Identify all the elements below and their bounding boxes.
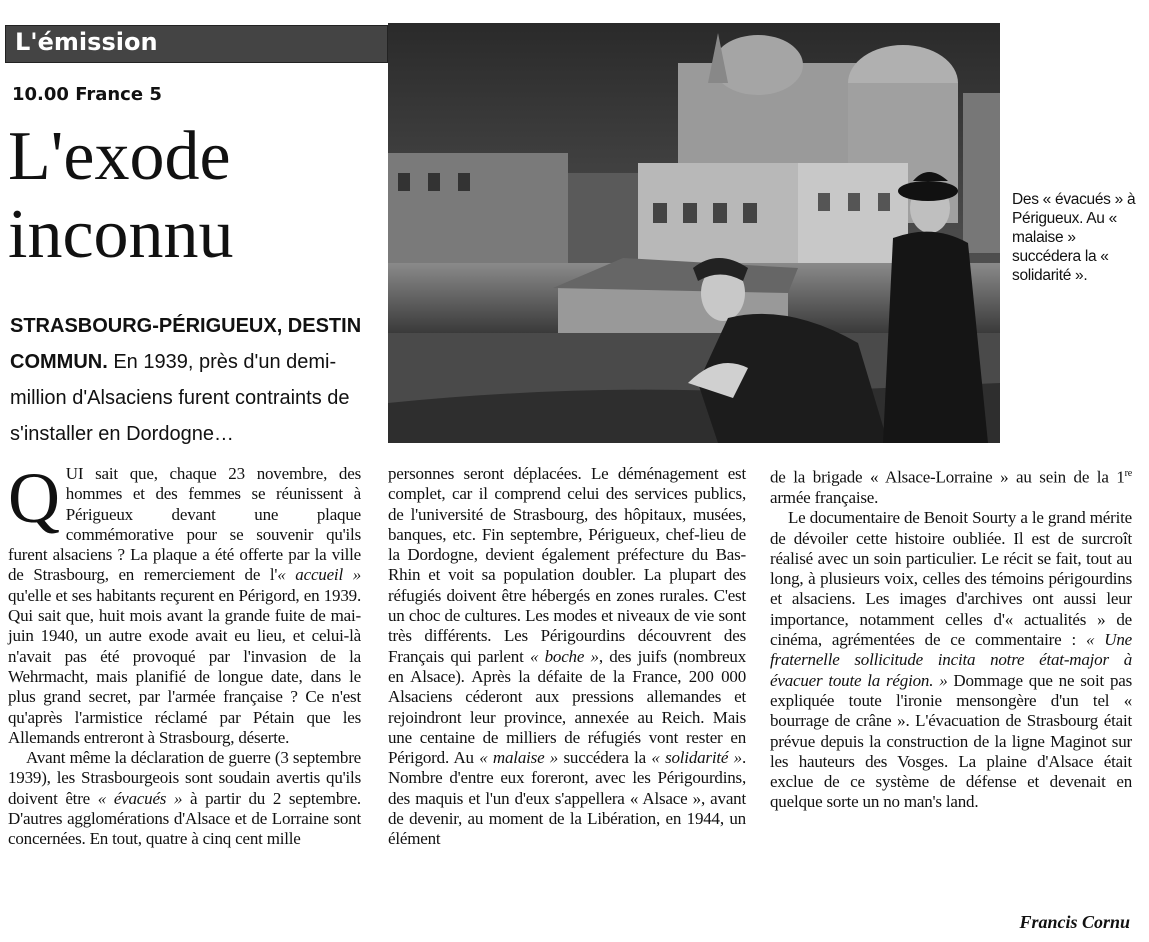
p1-quote: « accueil » — [277, 565, 361, 585]
p2-end-preview: à partir du 2 septembre. D'autres agglomérations d'Alsace et de Lorraine sont concernées. En tout, quatre à cinq cent mille — [8, 788, 361, 849]
p3-quote: « Une fraternelle sollicitude incita notre état-major à évacuer toute la région. » — [770, 630, 1132, 690]
p1-end: qu'elle et ses habitants reçurent en Périgord, en 1939. Qui sait que, huit mois avant la grande fuite de mai-juin 1940, un autre exode avait eu lieu, et celui-là n'avait pas été provoqué par l'invasion de la Wehrmacht, mais planifié de longue date, dans le plus grand secret, par l'armée française ? Ce n'est qu'après l'armistice réclamé par Pétain que les Allemands entreront à Strasbourg, déserte. — [8, 585, 361, 747]
dropcap: Q — [8, 458, 60, 538]
lead-kicker: STRASBOURG-PÉRIGUEUX, DESTIN COMMUN. — [10, 315, 362, 373]
p1-start: UI sait que, chaque 23 novembre, des hommes et des femmes se réunissent à Périgueux devant une plaque commémorative pour se souvenir qu'ils furent alsaciens ? La plaque a été offerte par la ville de Strasbourg, en remerciement de l' — [8, 464, 361, 585]
p2-quote-3: « malaise » — [479, 748, 559, 768]
section-label: L'émission — [15, 28, 158, 56]
headline-line-2: inconnu — [8, 196, 234, 273]
article-paragraph-1 — [8, 458, 361, 748]
article-paragraph-2-part-3 — [770, 464, 1132, 508]
p3-end: Dommage que ne soit pas expliquée toute l'ironie mensongère d'un tel « bourrage de crâne ». L'évacuation de Strasbourg était prévue depuis la construction de la ligne Maginot sur les hauteurs des Vosges. La plaine d'Alsace était exclue de ce système de défense et devenait en quelque sorte un no man's land. — [770, 670, 1133, 812]
p2-quote-4: « solidarité » — [651, 748, 742, 768]
article-column-2 — [388, 464, 746, 850]
headline — [8, 118, 388, 274]
p2-sup: re — [1124, 468, 1132, 479]
photo-illustration — [388, 23, 1000, 443]
p2-col2-b: . Nombre d'entre eux foreront, avec les Périgourdins, des maquis et l'un d'eux s'appellera « Alsace », avant de devenir, au moment de la Libération, en 1944, un élément — [388, 748, 746, 849]
p2-mid-2: succédera la — [558, 748, 652, 768]
lead-text: En 1939, près d'un demi-million d'Alsaciens furent contraints de s'installer en Dordogne… — [10, 351, 350, 445]
p2-mid: , des juifs (nombreux en Alsace). Après la défaite de la France, 200 000 Alsaciens céderont aux pressions allemandes et rejoindront leur province, annexée au Reich. Mais une centaine de milliers de réfugiés vont rester en Périgord. Au — [388, 646, 747, 768]
p2-quote: « évacués » — [97, 788, 183, 808]
article-column-1 — [8, 458, 361, 850]
photo — [388, 23, 1000, 443]
p2-col3: de la brigade « Alsace-Lorraine » au sein de la 1 — [770, 467, 1125, 487]
p2-tail: armée française. — [770, 487, 879, 507]
article-paragraph-2-part-1 — [8, 748, 361, 849]
article-paragraph-2-part-2 — [388, 464, 746, 850]
photo-caption: Des « évacués » à Périgueux. Au « malaise » succédera la « solidarité ». — [1012, 191, 1136, 284]
lead-paragraph — [10, 308, 388, 452]
broadcast-time: 10.00 France 5 — [12, 84, 162, 105]
p2-quote-2: « boche » — [529, 646, 599, 666]
p2-start: Avant même la déclaration de guerre (3 septembre 1939), les Strasbourgeois sont soudain avertis qu'ils doivent être — [8, 748, 361, 808]
p3-start: Le documentaire de Benoit Sourty a le grand mérite de dévoiler cette histoire oubliée. Il est de surcroît réalisé avec un soin particulier. Le récit se fait, tout au long, à plusieurs voix, celles des témoins périgourdins et alsaciens. Les images d'archives ont aussi leur importance, notamment celles d'« actualités » de cinéma, agrémentées de ce commentaire : — [770, 508, 1132, 650]
section-bar — [5, 25, 388, 63]
article-paragraph-3 — [770, 508, 1132, 812]
article-column-3 — [770, 464, 1132, 813]
headline-line-1: L'exode — [8, 118, 231, 195]
p2-col2-a: personnes seront déplacées. Le déménagement est complet, car il comprend celui des services publics, de l'université de Strasbourg, des hôpitaux, musées, banques, etc. Fin septembre, Périgueux, chef-lieu de la Dordogne, devient également préfecture du Bas-Rhin et voit sa population doubler. La plupart des réfugiés doivent être hébergés en zones rurales. C'est un choc de cultures. Les modes et niveaux de vie sont très différents. Les Périgourdins découvrent des Français qui parlent — [388, 464, 746, 666]
author-signature: Francis Cornu — [1019, 912, 1130, 932]
